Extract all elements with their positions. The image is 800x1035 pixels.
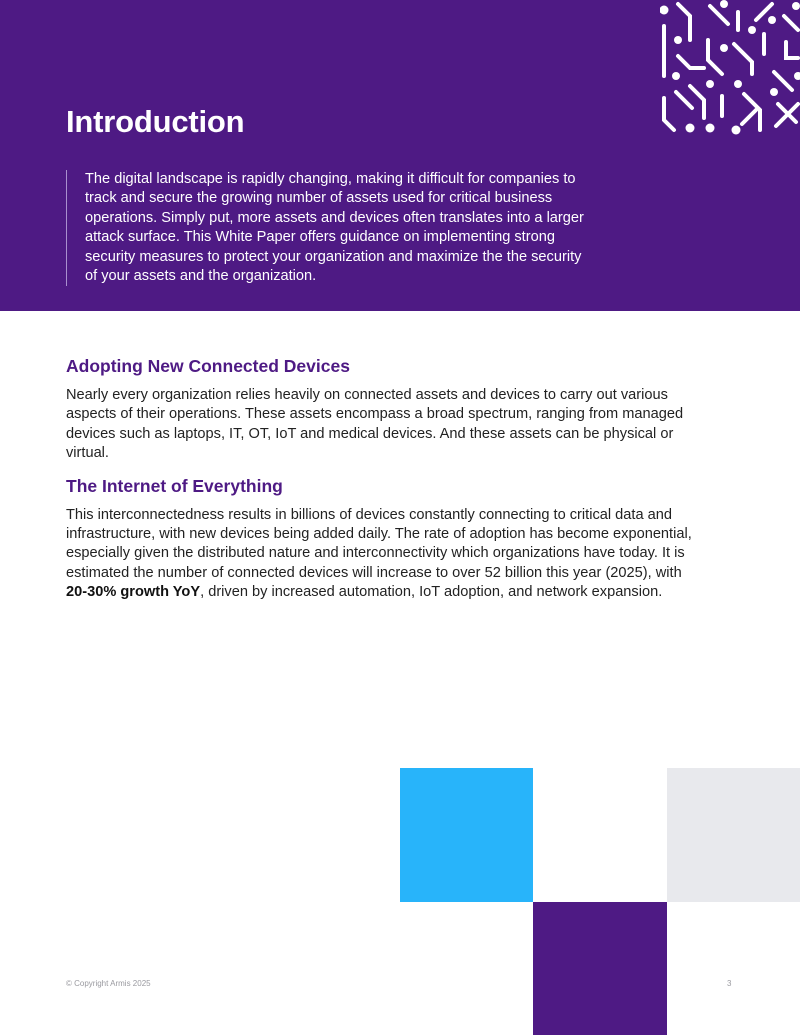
section-paragraph <box>66 506 706 603</box>
paragraph-text: This interconnectedness results in billions of devices constantly connecting to critical data and infrastructure, with new devices being added daily. The rate of adoption has become exponential, especially given the distributed nature and interconnectivity which organizations have today. It is estimated the number of connected devices will increase to over 52 billion this year (2025), with <box>66 506 692 581</box>
decorative-blue-block <box>400 768 533 902</box>
page-number: 3 <box>727 979 732 988</box>
paragraph-text-end: , driven by increased automation, IoT adoption, and network expansion. <box>200 584 663 601</box>
section-heading: Adopting New Connected Devices <box>66 356 350 376</box>
intro-paragraph: The digital landscape is rapidly changing, making it difficult for companies to track and secure the growing number of assets used for critical business operations. Simply put, more assets and devices often translates into a larger attack surface. This White Paper offers guidance on implementing strong security measures to protect your organization and maximize the the security of your assets and the organization. <box>85 171 584 285</box>
decorative-purple-block <box>533 902 667 1035</box>
section-internet-of-everything <box>66 476 706 603</box>
decorative-gray-block <box>667 768 800 902</box>
page-title: Introduction <box>66 104 245 139</box>
growth-highlight: 20-30% growth YoY <box>66 584 201 601</box>
section-heading: The Internet of Everything <box>66 475 283 496</box>
footer-copyright: © Copyright Armis 2025 <box>66 979 151 988</box>
main-content <box>66 356 706 603</box>
section-paragraph: Nearly every organization relies heavily on connected assets and devices to carry out various aspects of their operations. These assets encompass a broad spectrum, ranging from managed devices such as laptops, IT, OT, IoT and medical devices. And these assets can be physical or virtual. <box>66 387 684 462</box>
intro-callout <box>66 170 596 286</box>
circuit-pattern-icon <box>660 0 800 138</box>
section-adopting-devices <box>66 356 706 464</box>
hero-banner <box>0 0 800 311</box>
